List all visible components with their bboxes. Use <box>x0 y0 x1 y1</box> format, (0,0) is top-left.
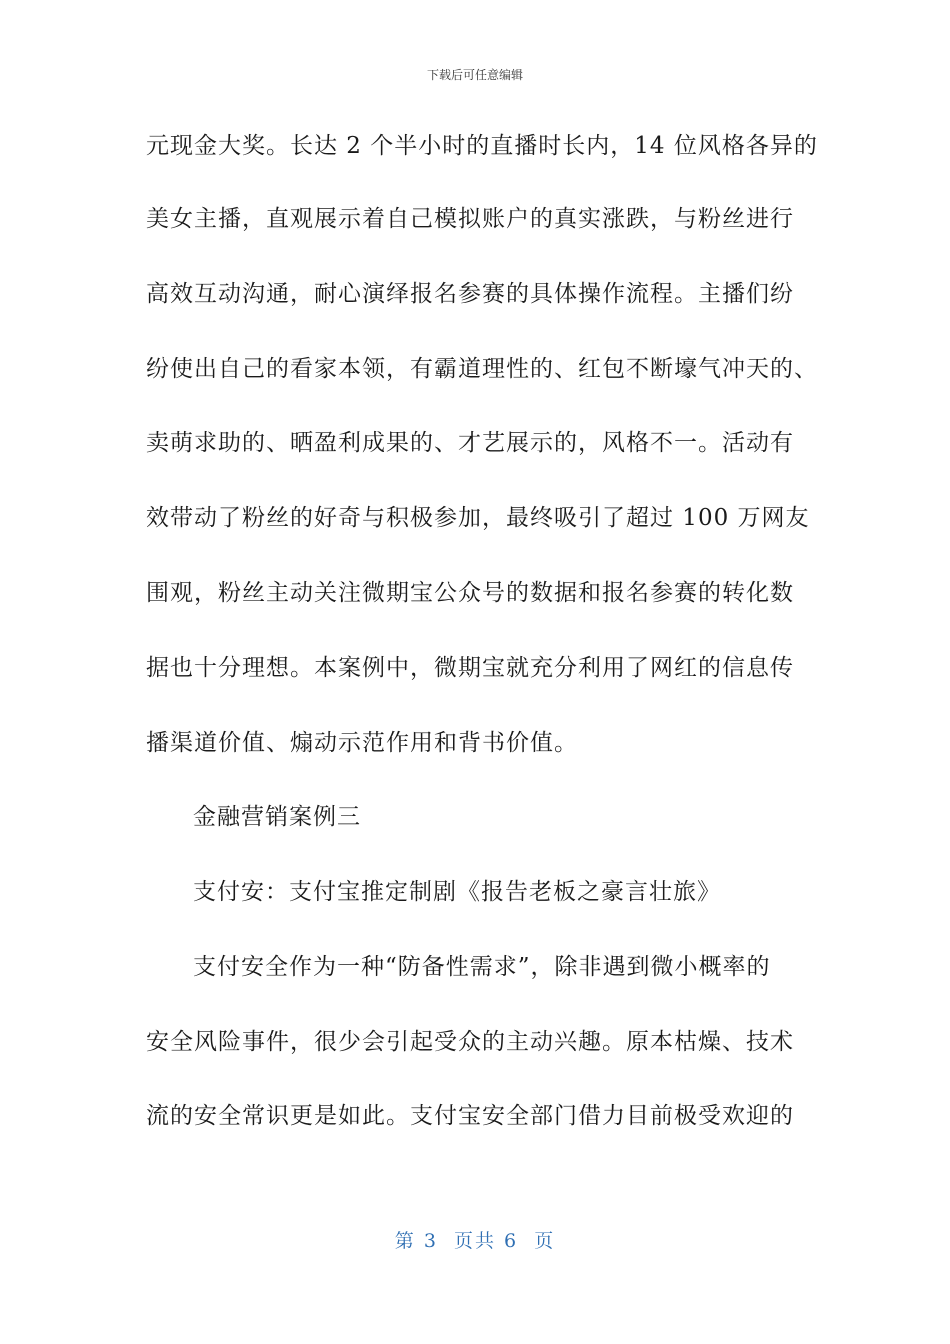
section-heading: 金融营销案例三 <box>193 804 361 830</box>
paragraph-line: 纷使出自己的看家本领，有霸道理性的、红包不断壕气冲天的、 <box>146 356 818 382</box>
page-header-note: 下载后可任意编辑 <box>426 68 523 82</box>
paragraph-line: 播渠道价值、煽动示范作用和背书价值。 <box>146 730 578 756</box>
paragraph-line: 卖萌求助的、晒盈利成果的、才艺展示的，风格不一。活动有 <box>146 430 794 456</box>
paragraph-line: 围观，粉丝主动关注微期宝公众号的数据和报名参赛的转化数 <box>146 580 794 606</box>
paragraph-line: 效带动了粉丝的好奇与积极参加，最终吸引了超过 100 万网友 <box>146 505 810 531</box>
paragraph-line: 美女主播，直观展示着自己模拟账户的真实涨跌，与粉丝进行 <box>146 206 794 232</box>
page-number-footer: 第 3 页共 6 页 <box>394 1230 556 1252</box>
paragraph-line: 支付安全作为一种“防备性需求”，除非遇到微小概率的 <box>193 954 771 980</box>
paragraph-line: 据也十分理想。本案例中，微期宝就充分利用了网红的信息传 <box>146 655 794 681</box>
case-title: 支付安：支付宝推定制剧《报告老板之豪言壮旅》 <box>193 879 721 905</box>
paragraph-line: 高效互动沟通，耐心演绎报名参赛的具体操作流程。主播们纷 <box>146 281 794 307</box>
paragraph-line: 安全风险事件，很少会引起受众的主动兴趣。原本枯燥、技术 <box>146 1029 794 1055</box>
paragraph-line: 元现金大奖。长达 2 个半小时的直播时长内，14 位风格各异的 <box>146 133 818 159</box>
paragraph-line: 流的安全常识更是如此。支付宝安全部门借力目前极受欢迎的 <box>146 1103 794 1129</box>
